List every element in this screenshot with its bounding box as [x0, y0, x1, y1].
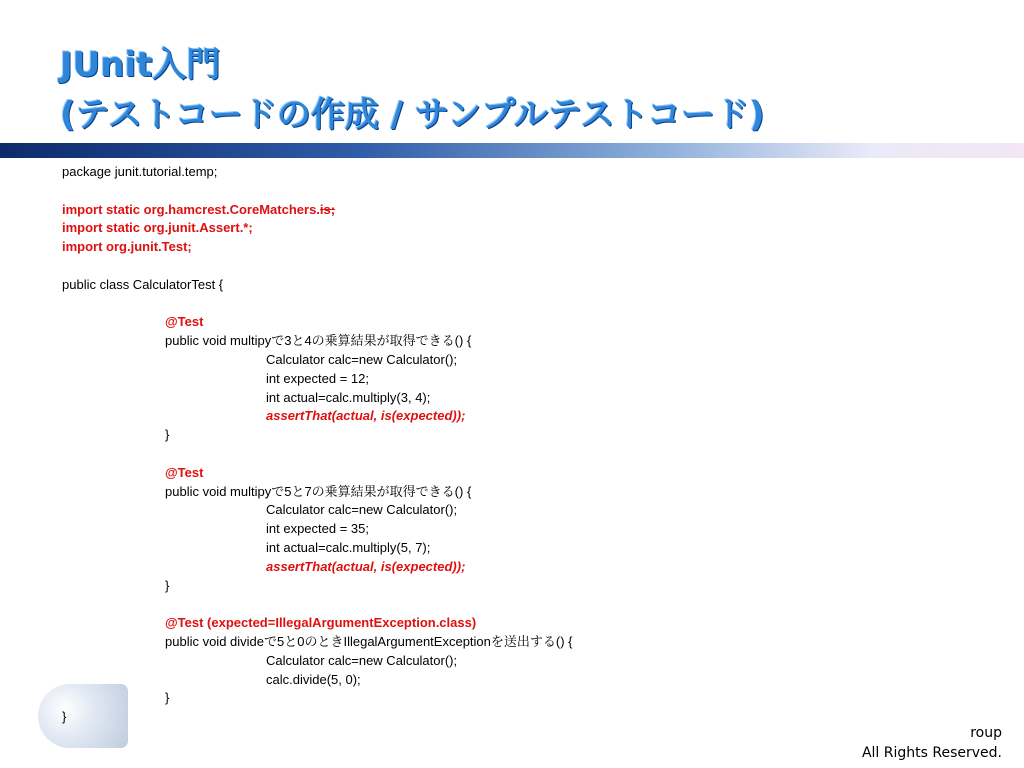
- code-blank-line: [62, 445, 962, 464]
- code-class-declaration: public class CalculatorTest {: [62, 276, 224, 292]
- code-assert-statement: assertThat(actual, is(expected));: [266, 558, 466, 574]
- code-import-struck: is;: [319, 201, 336, 217]
- code-import-line: import static org.junit.Assert.*;: [62, 220, 253, 236]
- code-statement: Calculator calc=new Calculator();: [266, 502, 458, 518]
- code-statement: Calculator calc=new Calculator();: [266, 652, 458, 668]
- code-method-signature: public void multipyで5と7の乗算結果が取得できる() {: [165, 483, 472, 499]
- code-method-close: }: [165, 427, 170, 443]
- code-package-line: package junit.tutorial.temp;: [62, 164, 218, 179]
- slide-title-line2: (テストコードの作成 / サンプルテストコード): [60, 95, 765, 135]
- title-divider-bar: [0, 143, 1024, 158]
- footer-copyright-line: All Rights Reserved.: [861, 745, 1002, 761]
- code-statement: int actual=calc.multiply(3, 4);: [266, 389, 431, 405]
- code-blank-line: [62, 182, 962, 201]
- slide-title-line1: JUnit入門: [60, 45, 221, 85]
- code-blank-line: [62, 295, 962, 314]
- code-block: [62, 163, 962, 727]
- code-import-line: import org.junit.Test;: [62, 239, 192, 255]
- code-statement: Calculator calc=new Calculator();: [266, 351, 458, 367]
- code-assert-statement: assertThat(actual, is(expected));: [266, 408, 466, 424]
- code-blank-line: [62, 595, 962, 614]
- code-annotation: @Test: [165, 464, 204, 480]
- code-method-close: }: [165, 690, 170, 706]
- code-statement: int actual=calc.multiply(5, 7);: [266, 539, 431, 555]
- code-annotation: @Test: [165, 314, 204, 330]
- code-method-close: }: [165, 577, 170, 593]
- footer-company-line: roup: [970, 725, 1002, 741]
- code-method-signature: public void multipyで3と4の乗算結果が取得できる() {: [165, 333, 472, 349]
- code-method-signature: public void divideで5と0のときIllegalArgumentExceptionを送出する() {: [165, 633, 573, 649]
- code-annotation: @Test (expected=IllegalArgumentException.class): [165, 615, 477, 631]
- code-class-close: }: [62, 709, 67, 725]
- slide-title: [60, 40, 765, 140]
- code-statement: calc.divide(5, 0);: [266, 671, 361, 687]
- code-statement: int expected = 12;: [266, 370, 369, 386]
- code-blank-line: [62, 257, 962, 276]
- code-statement: int expected = 35;: [266, 521, 369, 537]
- code-import-line: [62, 201, 962, 220]
- code-import-prefix: import static org.hamcrest.CoreMatchers.: [62, 201, 320, 217]
